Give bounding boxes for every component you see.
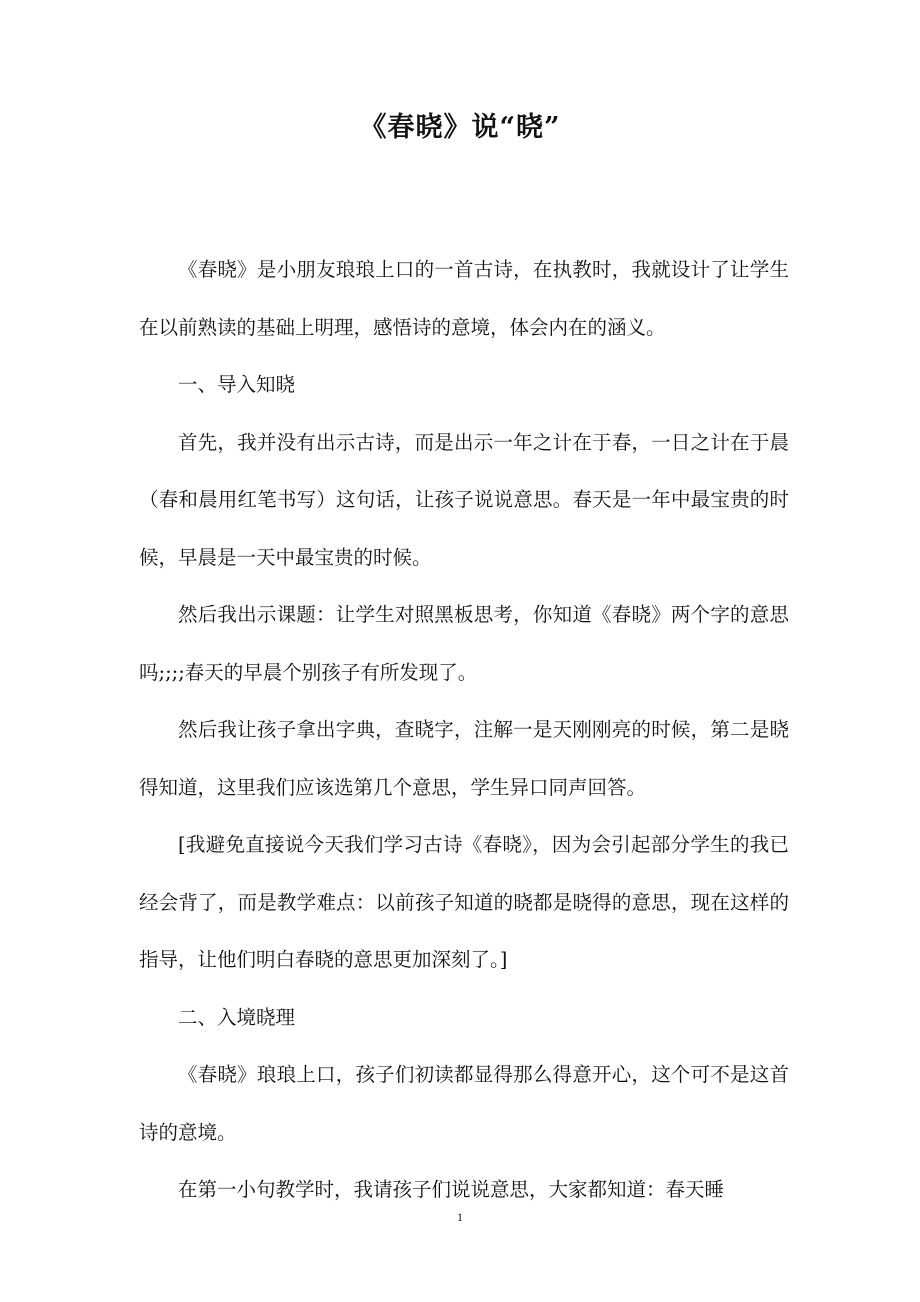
paragraph: 首先，我并没有出示古诗，而是出示一年之计在于春，一日之计在于晨（春和晨用红笔书写）这句话，让孩子说说意思。春天是一年中最宝贵的时候，早晨是一天中最宝贵的时候。 — [139, 430, 789, 569]
paragraph: 在第一小句教学时，我请孩子们说说意思，大家都知道：春天睡 — [178, 1178, 725, 1201]
page-number: 1 — [457, 1210, 463, 1224]
document-body — [139, 241, 789, 1219]
paragraph-note: [我避免直接说今天我们学习古诗《春晓》，因为会引起部分学生的我已经会背了，而是教学难点：以前孩子知道的晓都是晓得的意思，现在这样的指导，让他们明白春晓的意思更加深刻了。] — [139, 833, 789, 971]
paragraph: 然后我出示课题：让学生对照黑板思考，你知道《春晓》两个字的意思吗;;;;春天的早晨个别孩子有所发现了。 — [139, 603, 789, 684]
document-title: 《春晓》说“晓” — [359, 112, 561, 143]
paragraph: 《春晓》琅琅上口，孩子们初读都显得那么得意开心，这个可不是这首诗的意境。 — [139, 1063, 789, 1144]
section-heading-2: 二、入境晓理 — [178, 1005, 296, 1029]
section-heading-1: 一、导入知晓 — [178, 373, 296, 396]
paragraph-intro: 《春晓》是小朋友琅琅上口的一首古诗，在执教时，我就设计了让学生在以前熟读的基础上明理，感悟诗的意境，体会内在的涵义。 — [139, 258, 789, 339]
paragraph: 然后我让孩子拿出字典，查晓字，注解一是天刚刚亮的时候，第二是晓得知道，这里我们应该选第几个意思，学生异口同声回答。 — [139, 718, 789, 799]
